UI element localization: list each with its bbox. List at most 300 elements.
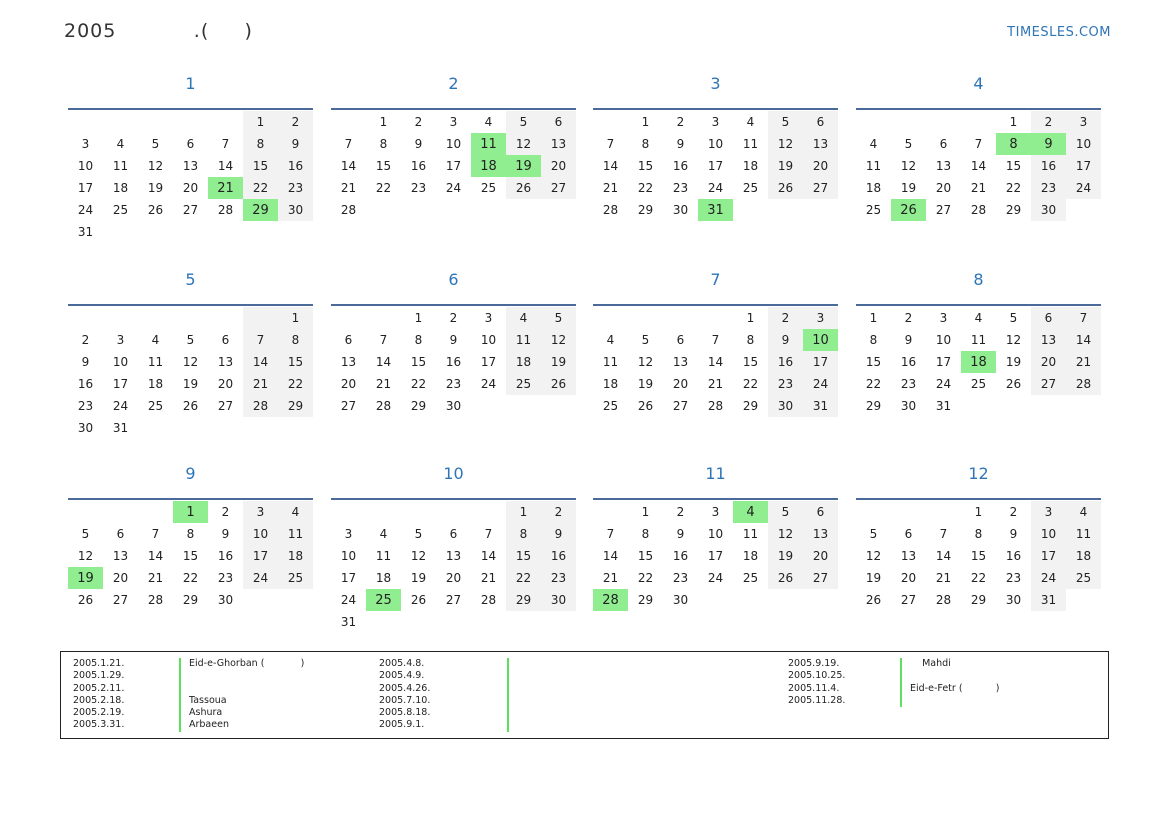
day-cell[interactable]: 12: [768, 133, 803, 155]
day-cell[interactable]: 2: [904, 311, 913, 325]
day-cell[interactable]: 8: [641, 137, 650, 151]
day-cell[interactable]: 11: [742, 137, 759, 151]
day-cell[interactable]: 1: [414, 311, 423, 325]
day-cell[interactable]: 11: [506, 329, 541, 351]
day-cell[interactable]: 15: [375, 159, 392, 173]
day-cell[interactable]: 3: [939, 311, 948, 325]
day-cell[interactable]: 21: [243, 373, 278, 395]
day-cell[interactable]: 24: [243, 567, 278, 589]
day-cell[interactable]: 20: [672, 377, 689, 391]
day-cell[interactable]: 28: [602, 203, 619, 217]
day-cell[interactable]: 12: [1005, 333, 1022, 347]
day-cell[interactable]: 19: [900, 181, 917, 195]
day-cell[interactable]: 25: [865, 203, 882, 217]
day-cell[interactable]: 18: [278, 545, 313, 567]
day-cell[interactable]: 24: [803, 373, 838, 395]
day-cell[interactable]: 4: [116, 137, 125, 151]
day-cell[interactable]: 22: [278, 373, 313, 395]
day-cell[interactable]: 8: [746, 333, 755, 347]
day-cell[interactable]: 10: [445, 137, 462, 151]
day-cell[interactable]: 29: [506, 589, 541, 611]
day-cell[interactable]: 27: [445, 593, 462, 607]
day-cell[interactable]: 17: [77, 181, 94, 195]
day-cell[interactable]: 19: [147, 181, 164, 195]
day-cell[interactable]: 22: [375, 181, 392, 195]
day-cell[interactable]: 15: [243, 155, 278, 177]
day-cell[interactable]: 28: [480, 593, 497, 607]
day-cell[interactable]: 19: [182, 377, 199, 391]
day-cell[interactable]: 5: [151, 137, 160, 151]
day-cell[interactable]: 20: [217, 377, 234, 391]
day-cell[interactable]: 11: [865, 159, 882, 173]
day-cell[interactable]: 5: [768, 501, 803, 523]
day-cell[interactable]: 1: [243, 111, 278, 133]
day-cell[interactable]: 17: [243, 545, 278, 567]
day-cell[interactable]: 14: [217, 159, 234, 173]
day-cell[interactable]: 29: [865, 399, 882, 413]
day-cell[interactable]: 17: [707, 549, 724, 563]
day-cell[interactable]: 16: [541, 545, 576, 567]
day-cell[interactable]: 28: [593, 589, 628, 611]
day-cell[interactable]: 2: [768, 307, 803, 329]
day-cell[interactable]: 14: [147, 549, 164, 563]
day-cell[interactable]: 26: [865, 593, 882, 607]
day-cell[interactable]: 3: [711, 115, 720, 129]
day-cell[interactable]: 26: [147, 203, 164, 217]
day-cell[interactable]: 26: [637, 399, 654, 413]
day-cell[interactable]: 4: [974, 311, 983, 325]
day-cell[interactable]: 10: [243, 523, 278, 545]
day-cell[interactable]: 20: [803, 545, 838, 567]
day-cell[interactable]: 31: [340, 615, 357, 629]
day-cell[interactable]: 2: [676, 115, 685, 129]
day-cell[interactable]: 30: [900, 399, 917, 413]
day-cell[interactable]: 18: [961, 351, 996, 373]
day-cell[interactable]: 29: [970, 593, 987, 607]
day-cell[interactable]: 4: [151, 333, 160, 347]
day-cell[interactable]: 8: [379, 137, 388, 151]
day-cell[interactable]: 17: [803, 351, 838, 373]
day-cell[interactable]: 9: [904, 333, 913, 347]
day-cell[interactable]: 4: [606, 333, 615, 347]
day-cell[interactable]: 30: [77, 421, 94, 435]
day-cell[interactable]: 25: [147, 399, 164, 413]
day-cell[interactable]: 10: [1066, 133, 1101, 155]
day-cell[interactable]: 24: [1031, 567, 1066, 589]
day-cell[interactable]: 14: [602, 159, 619, 173]
day-cell[interactable]: 10: [803, 329, 838, 351]
day-cell[interactable]: 6: [904, 527, 913, 541]
day-cell[interactable]: 12: [865, 549, 882, 563]
day-cell[interactable]: 21: [602, 181, 619, 195]
day-cell[interactable]: 13: [803, 133, 838, 155]
day-cell[interactable]: 23: [445, 377, 462, 391]
day-cell[interactable]: 20: [112, 571, 129, 585]
day-cell[interactable]: 6: [1031, 307, 1066, 329]
day-cell[interactable]: 6: [803, 501, 838, 523]
day-cell[interactable]: 26: [77, 593, 94, 607]
day-cell[interactable]: 23: [541, 567, 576, 589]
day-cell[interactable]: 20: [1031, 351, 1066, 373]
day-cell[interactable]: 11: [471, 133, 506, 155]
day-cell[interactable]: 22: [637, 571, 654, 585]
day-cell[interactable]: 6: [186, 137, 195, 151]
day-cell[interactable]: 1: [278, 307, 313, 329]
day-cell[interactable]: 23: [278, 177, 313, 199]
day-cell[interactable]: 4: [484, 115, 493, 129]
day-cell[interactable]: 12: [182, 355, 199, 369]
day-cell[interactable]: 21: [707, 377, 724, 391]
day-cell[interactable]: 27: [803, 177, 838, 199]
day-cell[interactable]: 23: [77, 399, 94, 413]
day-cell[interactable]: 15: [970, 549, 987, 563]
day-cell[interactable]: 8: [414, 333, 423, 347]
day-cell[interactable]: 26: [182, 399, 199, 413]
day-cell[interactable]: 14: [970, 159, 987, 173]
day-cell[interactable]: 22: [182, 571, 199, 585]
day-cell[interactable]: 28: [935, 593, 952, 607]
day-cell[interactable]: 30: [1005, 593, 1022, 607]
day-cell[interactable]: 31: [112, 421, 129, 435]
day-cell[interactable]: 8: [869, 333, 878, 347]
day-cell[interactable]: 12: [900, 159, 917, 173]
day-cell[interactable]: 24: [340, 593, 357, 607]
day-cell[interactable]: 23: [217, 571, 234, 585]
day-cell[interactable]: 9: [541, 523, 576, 545]
day-cell[interactable]: 3: [803, 307, 838, 329]
day-cell[interactable]: 3: [711, 505, 720, 519]
day-cell[interactable]: 24: [935, 377, 952, 391]
day-cell[interactable]: 21: [970, 181, 987, 195]
day-cell[interactable]: 29: [742, 399, 759, 413]
day-cell[interactable]: 8: [186, 527, 195, 541]
day-cell[interactable]: 13: [112, 549, 129, 563]
day-cell[interactable]: 16: [278, 155, 313, 177]
day-cell[interactable]: 21: [208, 177, 243, 199]
day-cell[interactable]: 11: [742, 527, 759, 541]
day-cell[interactable]: 21: [935, 571, 952, 585]
day-cell[interactable]: 27: [182, 203, 199, 217]
day-cell[interactable]: 27: [935, 203, 952, 217]
day-cell[interactable]: 13: [1031, 329, 1066, 351]
day-cell[interactable]: 30: [278, 199, 313, 221]
day-cell[interactable]: 30: [217, 593, 234, 607]
day-cell[interactable]: 19: [1005, 355, 1022, 369]
day-cell[interactable]: 26: [1005, 377, 1022, 391]
day-cell[interactable]: 8: [243, 133, 278, 155]
day-cell[interactable]: 14: [340, 159, 357, 173]
day-cell[interactable]: 6: [939, 137, 948, 151]
day-cell[interactable]: 26: [768, 567, 803, 589]
site-brand-link[interactable]: TIMESLES.COM: [1007, 25, 1111, 40]
day-cell[interactable]: 16: [672, 549, 689, 563]
day-cell[interactable]: 14: [707, 355, 724, 369]
day-cell[interactable]: 18: [147, 377, 164, 391]
day-cell[interactable]: 18: [742, 159, 759, 173]
day-cell[interactable]: 25: [602, 399, 619, 413]
day-cell[interactable]: 30: [768, 395, 803, 417]
day-cell[interactable]: 3: [81, 137, 90, 151]
day-cell[interactable]: 12: [147, 159, 164, 173]
day-cell[interactable]: 29: [1005, 203, 1022, 217]
day-cell[interactable]: 28: [375, 399, 392, 413]
day-cell[interactable]: 7: [711, 333, 720, 347]
day-cell[interactable]: 23: [1031, 177, 1066, 199]
day-cell[interactable]: 25: [970, 377, 987, 391]
day-cell[interactable]: 5: [1009, 311, 1018, 325]
day-cell[interactable]: 13: [935, 159, 952, 173]
day-cell[interactable]: 15: [410, 355, 427, 369]
day-cell[interactable]: 17: [340, 571, 357, 585]
day-cell[interactable]: 18: [865, 181, 882, 195]
day-cell[interactable]: 6: [221, 333, 230, 347]
day-cell[interactable]: 25: [742, 181, 759, 195]
day-cell[interactable]: 13: [541, 133, 576, 155]
day-cell[interactable]: 13: [445, 549, 462, 563]
day-cell[interactable]: 10: [707, 137, 724, 151]
day-cell[interactable]: 15: [637, 549, 654, 563]
day-cell[interactable]: 20: [182, 181, 199, 195]
day-cell[interactable]: 19: [506, 155, 541, 177]
day-cell[interactable]: 5: [414, 527, 423, 541]
day-cell[interactable]: 31: [935, 399, 952, 413]
day-cell[interactable]: 27: [803, 567, 838, 589]
day-cell[interactable]: 28: [340, 203, 357, 217]
day-cell[interactable]: 9: [768, 329, 803, 351]
day-cell[interactable]: 5: [641, 333, 650, 347]
day-cell[interactable]: 4: [506, 307, 541, 329]
day-cell[interactable]: 24: [1066, 177, 1101, 199]
day-cell[interactable]: 20: [935, 181, 952, 195]
day-cell[interactable]: 27: [672, 399, 689, 413]
day-cell[interactable]: 26: [506, 177, 541, 199]
day-cell[interactable]: 5: [186, 333, 195, 347]
day-cell[interactable]: 12: [410, 549, 427, 563]
day-cell[interactable]: 9: [414, 137, 423, 151]
day-cell[interactable]: 28: [1066, 373, 1101, 395]
day-cell[interactable]: 26: [410, 593, 427, 607]
day-cell[interactable]: 7: [243, 329, 278, 351]
day-cell[interactable]: 2: [414, 115, 423, 129]
day-cell[interactable]: 1: [869, 311, 878, 325]
day-cell[interactable]: 27: [217, 399, 234, 413]
day-cell[interactable]: 18: [1066, 545, 1101, 567]
day-cell[interactable]: 8: [506, 523, 541, 545]
day-cell[interactable]: 20: [445, 571, 462, 585]
day-cell[interactable]: 16: [672, 159, 689, 173]
day-cell[interactable]: 2: [541, 501, 576, 523]
day-cell[interactable]: 4: [278, 501, 313, 523]
day-cell[interactable]: 16: [900, 355, 917, 369]
day-cell[interactable]: 21: [602, 571, 619, 585]
day-cell[interactable]: 23: [410, 181, 427, 195]
day-cell[interactable]: 17: [935, 355, 952, 369]
day-cell[interactable]: 17: [707, 159, 724, 173]
day-cell[interactable]: 12: [506, 133, 541, 155]
day-cell[interactable]: 6: [803, 111, 838, 133]
day-cell[interactable]: 30: [445, 399, 462, 413]
day-cell[interactable]: 24: [707, 181, 724, 195]
day-cell[interactable]: 2: [676, 505, 685, 519]
day-cell[interactable]: 9: [81, 355, 90, 369]
day-cell[interactable]: 19: [768, 155, 803, 177]
day-cell[interactable]: 9: [449, 333, 458, 347]
day-cell[interactable]: 10: [1031, 523, 1066, 545]
day-cell[interactable]: 22: [970, 571, 987, 585]
day-cell[interactable]: 11: [970, 333, 987, 347]
day-cell[interactable]: 6: [449, 527, 458, 541]
day-cell[interactable]: 25: [1066, 567, 1101, 589]
day-cell[interactable]: 27: [112, 593, 129, 607]
day-cell[interactable]: 20: [541, 155, 576, 177]
day-cell[interactable]: 11: [112, 159, 129, 173]
day-cell[interactable]: 5: [869, 527, 878, 541]
day-cell[interactable]: 21: [375, 377, 392, 391]
day-cell[interactable]: 24: [445, 181, 462, 195]
day-cell[interactable]: 22: [865, 377, 882, 391]
day-cell[interactable]: 28: [217, 203, 234, 217]
day-cell[interactable]: 24: [112, 399, 129, 413]
day-cell[interactable]: 25: [112, 203, 129, 217]
day-cell[interactable]: 11: [278, 523, 313, 545]
day-cell[interactable]: 7: [379, 333, 388, 347]
day-cell[interactable]: 12: [637, 355, 654, 369]
day-cell[interactable]: 3: [116, 333, 125, 347]
day-cell[interactable]: 31: [77, 225, 94, 239]
day-cell[interactable]: 31: [803, 395, 838, 417]
day-cell[interactable]: 15: [637, 159, 654, 173]
day-cell[interactable]: 10: [340, 549, 357, 563]
day-cell[interactable]: 22: [243, 177, 278, 199]
day-cell[interactable]: 3: [344, 527, 353, 541]
day-cell[interactable]: 7: [606, 137, 615, 151]
day-cell[interactable]: 16: [77, 377, 94, 391]
day-cell[interactable]: 29: [278, 395, 313, 417]
day-cell[interactable]: 6: [344, 333, 353, 347]
day-cell[interactable]: 20: [340, 377, 357, 391]
day-cell[interactable]: 7: [939, 527, 948, 541]
day-cell[interactable]: 28: [147, 593, 164, 607]
day-cell[interactable]: 29: [637, 593, 654, 607]
day-cell[interactable]: 8: [974, 527, 983, 541]
day-cell[interactable]: 9: [676, 527, 685, 541]
day-cell[interactable]: 19: [768, 545, 803, 567]
day-cell[interactable]: 15: [1005, 159, 1022, 173]
day-cell[interactable]: 14: [375, 355, 392, 369]
day-cell[interactable]: 13: [340, 355, 357, 369]
day-cell[interactable]: 18: [742, 549, 759, 563]
day-cell[interactable]: 9: [1031, 133, 1066, 155]
day-cell[interactable]: 6: [116, 527, 125, 541]
day-cell[interactable]: 18: [602, 377, 619, 391]
day-cell[interactable]: 28: [243, 395, 278, 417]
day-cell[interactable]: 11: [1066, 523, 1101, 545]
day-cell[interactable]: 19: [637, 377, 654, 391]
day-cell[interactable]: 24: [480, 377, 497, 391]
day-cell[interactable]: 8: [641, 527, 650, 541]
day-cell[interactable]: 1: [173, 501, 208, 523]
day-cell[interactable]: 10: [707, 527, 724, 541]
day-cell[interactable]: 2: [449, 311, 458, 325]
day-cell[interactable]: 2: [81, 333, 90, 347]
day-cell[interactable]: 19: [541, 351, 576, 373]
day-cell[interactable]: 18: [506, 351, 541, 373]
day-cell[interactable]: 8: [996, 133, 1031, 155]
day-cell[interactable]: 3: [484, 311, 493, 325]
day-cell[interactable]: 5: [904, 137, 913, 151]
day-cell[interactable]: 7: [151, 527, 160, 541]
day-cell[interactable]: 29: [243, 199, 278, 221]
day-cell[interactable]: 7: [974, 137, 983, 151]
day-cell[interactable]: 13: [182, 159, 199, 173]
day-cell[interactable]: 2: [1031, 111, 1066, 133]
day-cell[interactable]: 3: [1031, 501, 1066, 523]
day-cell[interactable]: 1: [379, 115, 388, 129]
day-cell[interactable]: 9: [278, 133, 313, 155]
day-cell[interactable]: 25: [366, 589, 401, 611]
day-cell[interactable]: 18: [375, 571, 392, 585]
day-cell[interactable]: 29: [637, 203, 654, 217]
day-cell[interactable]: 23: [768, 373, 803, 395]
day-cell[interactable]: 21: [480, 571, 497, 585]
day-cell[interactable]: 17: [445, 159, 462, 173]
day-cell[interactable]: 5: [81, 527, 90, 541]
day-cell[interactable]: 22: [1005, 181, 1022, 195]
day-cell[interactable]: 20: [803, 155, 838, 177]
day-cell[interactable]: 17: [112, 377, 129, 391]
day-cell[interactable]: 27: [340, 399, 357, 413]
day-cell[interactable]: 26: [891, 199, 926, 221]
day-cell[interactable]: 5: [541, 307, 576, 329]
day-cell[interactable]: 24: [77, 203, 94, 217]
day-cell[interactable]: 26: [768, 177, 803, 199]
day-cell[interactable]: 12: [768, 523, 803, 545]
day-cell[interactable]: 14: [1066, 329, 1101, 351]
day-cell[interactable]: 15: [506, 545, 541, 567]
day-cell[interactable]: 16: [768, 351, 803, 373]
day-cell[interactable]: 16: [410, 159, 427, 173]
day-cell[interactable]: 17: [480, 355, 497, 369]
day-cell[interactable]: 30: [1031, 199, 1066, 221]
day-cell[interactable]: 10: [77, 159, 94, 173]
day-cell[interactable]: 6: [541, 111, 576, 133]
day-cell[interactable]: 24: [707, 571, 724, 585]
day-cell[interactable]: 1: [746, 311, 755, 325]
day-cell[interactable]: 1: [974, 505, 983, 519]
day-cell[interactable]: 15: [865, 355, 882, 369]
day-cell[interactable]: 5: [506, 111, 541, 133]
day-cell[interactable]: 4: [746, 115, 755, 129]
day-cell[interactable]: 25: [480, 181, 497, 195]
day-cell[interactable]: 8: [278, 329, 313, 351]
day-cell[interactable]: 4: [1066, 501, 1101, 523]
day-cell[interactable]: 17: [1066, 155, 1101, 177]
day-cell[interactable]: 14: [480, 549, 497, 563]
day-cell[interactable]: 5: [768, 111, 803, 133]
day-cell[interactable]: 7: [1066, 307, 1101, 329]
day-cell[interactable]: 23: [672, 181, 689, 195]
day-cell[interactable]: 27: [541, 177, 576, 199]
day-cell[interactable]: 23: [672, 571, 689, 585]
day-cell[interactable]: 16: [1031, 155, 1066, 177]
day-cell[interactable]: 28: [970, 203, 987, 217]
day-cell[interactable]: 23: [1005, 571, 1022, 585]
day-cell[interactable]: 29: [410, 399, 427, 413]
day-cell[interactable]: 7: [221, 137, 230, 151]
day-cell[interactable]: 28: [707, 399, 724, 413]
day-cell[interactable]: 30: [541, 589, 576, 611]
day-cell[interactable]: 1: [641, 505, 650, 519]
